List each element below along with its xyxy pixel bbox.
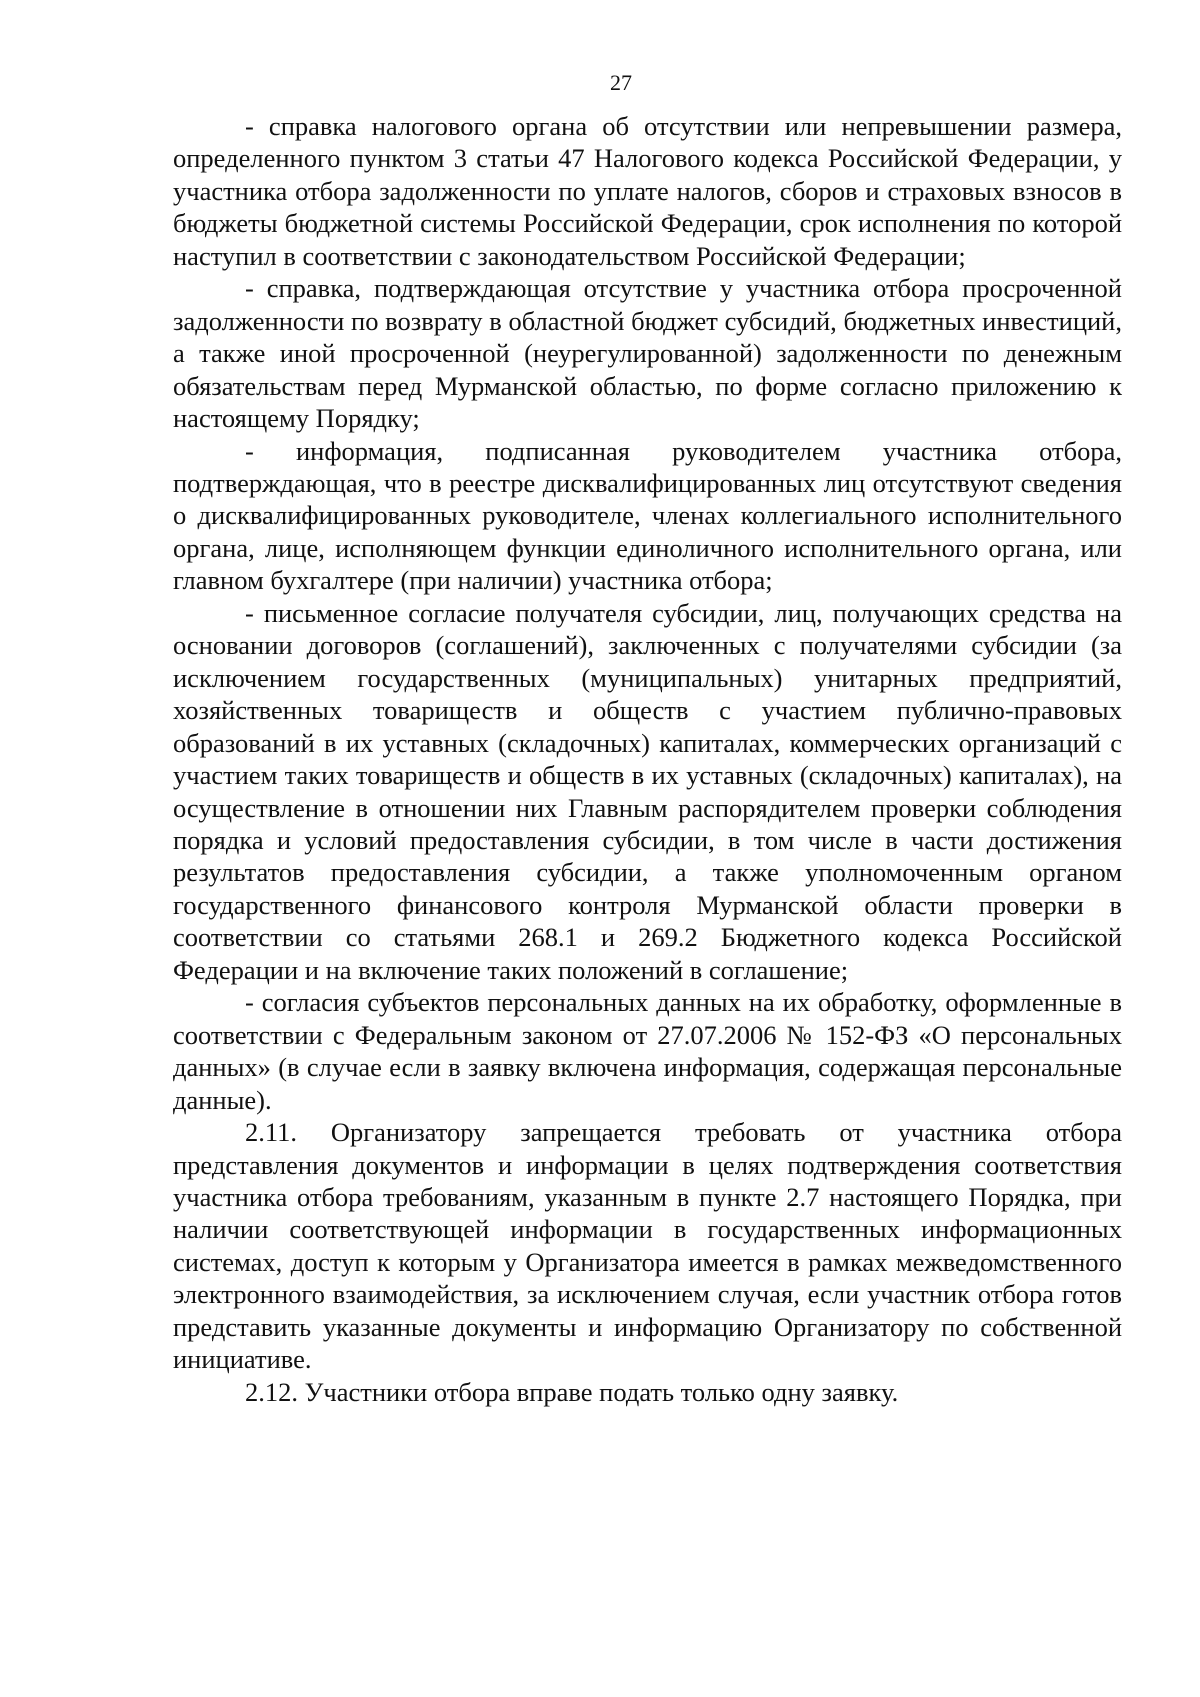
paragraph-clause-2-11: 2.11. Организатору запрещается требовать от участника отбора представления документов и информации в целях подтверждения соответствия участника отбора требованиям, указанным в пункте 2.7 настоящего Порядка, при наличии соответствующей информации в государственных информационных системах, доступ к которым у Организатора имеется в рамках межведомственного электронного взаимодействия, за исключением случая, если участник отбора готов представить указанные документы и информацию Организатору по собственной инициативе. xyxy=(173,1117,1122,1375)
paragraph-debt-certificate: - справка, подтверждающая отсутствие у участника отбора просроченной задолженности по возврату в областной бюджет субсидий, бюджетных инвестиций, а также иной просроченной (неурегулированной) задолженности по денежным обязательствам перед Мурманской областью, по форме согласно приложению к настоящему Порядку; xyxy=(173,273,1122,434)
page-number: 27 xyxy=(610,70,632,95)
document-body xyxy=(173,110,1122,1408)
paragraph-tax-certificate: - справка налогового органа об отсутствии или непревышении размера, определенного пунктом 3 статьи 47 Налогового кодекса Российской Федерации, у участника отбора задолженности по уплате налогов, сборов и страховых взносов в бюджеты бюджетной системы Российской Федерации, срок исполнения по которой наступил в соответствии с законодательством Российской Федерации; xyxy=(173,111,1122,271)
paragraph-disqualified-persons-info: - информация, подписанная руководителем участника отбора, подтверждающая, что в реестре дисквалифицированных лиц отсутствуют сведения о дисквалифицированных руководителе, членах коллегиального исполнительного органа, лице, исполняющем функции единоличного исполнительного органа, или главном бухгалтере (при наличии) участника отбора; xyxy=(173,435,1122,596)
paragraph-written-consent: - письменное согласие получателя субсидии, лиц, получающих средства на основании договоров (соглашений), заключенных с получателями субсидии (за исключением государственных (муниципальных) унитарных предприятий, хозяйственных товариществ и обществ с участием публично-правовых образований в их уставных (складочных) капиталах, коммерческих организаций с участием таких товариществ и обществ в их уставных (складочных) капиталах), на осуществление в отношении них Главным распорядителем проверки соблюдения порядка и условий предоставления субсидии, в том числе в части достижения результатов предоставления субсидии, а также уполномоченным органом государственного финансового контроля Мурманской области проверки в соответствии со статьями 268.1 и 269.2 Бюджетного кодекса Российской Федерации и на включение таких положений в соглашение; xyxy=(173,597,1122,985)
paragraph-clause-2-12: 2.12. Участники отбора вправе подать только одну заявку. xyxy=(245,1376,899,1407)
paragraph-personal-data-consent: - согласия субъектов персональных данных на их обработку, оформленные в соответствии с Федеральным законом от 27.07.2006 № 152-ФЗ «О персональных данных» (в случае если в заявку включена информация, содержащая персональные данные). xyxy=(173,987,1122,1115)
